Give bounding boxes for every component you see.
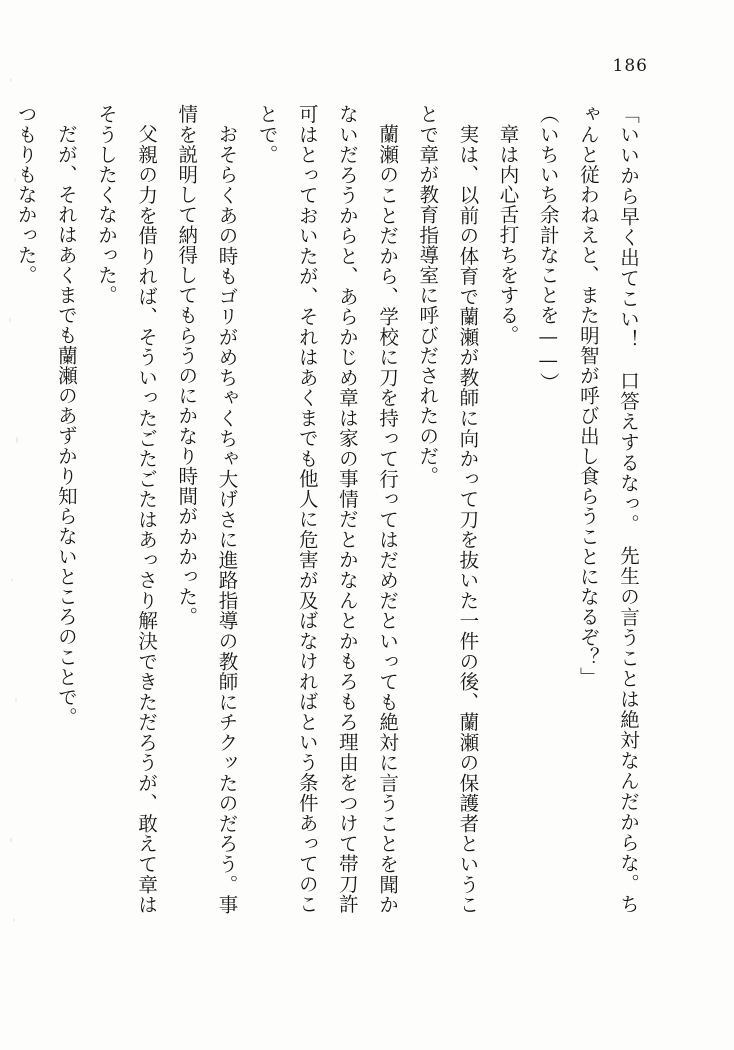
paragraph: 父親の力を借りれば、そういったごたごたはあっさり解決できただろうが、敢えて章はそうしたくなかった。 <box>94 104 159 914</box>
paragraph: おそらくあの時もゴリがめちゃくちゃ大げさに進路指導の教師にチクッたのだろう。事情を説明して納得してもらうのにかなり時間がかかった。 <box>175 104 239 914</box>
paragraph: 実は、以前の体育で蘭瀬が教師に向かって刀を抜いた一件の後、蘭瀬の保護者ということで章が教育指導室に呼びだされたのだ。 <box>416 104 480 914</box>
paragraph: 「いいから早く出てこい！ 口答えするなっ。 先生の言うことは絶対なんだからな。ちゃんと従わねえと、また明智が呼び出し食らうことになるぞ？」 <box>576 104 640 914</box>
body-text-block <box>14 104 648 914</box>
paragraph <box>0 104 6 914</box>
page-number: 186 <box>612 56 648 76</box>
paragraph: （いちいち余計なことを——） <box>536 104 560 393</box>
paragraph: だが、それはあくまでも蘭瀬のあずかり知らないところのことで。 <box>54 123 78 727</box>
paragraph: つもりもなかった。 <box>14 104 38 285</box>
paragraph: 章は内心舌打ちをする。 <box>496 123 520 345</box>
paragraph: 蘭瀬のことだから、学校に刀を持って行ってはだめだといっても絶対に言うことを聞かないだろうからと、あらかじめ章は家の事情だとかなんとかもろもろ理由をつけて帯刀許可はとっておいたが、それはあくまでも他人に危害が及ばなければという条件あってのことで。 <box>255 104 400 914</box>
